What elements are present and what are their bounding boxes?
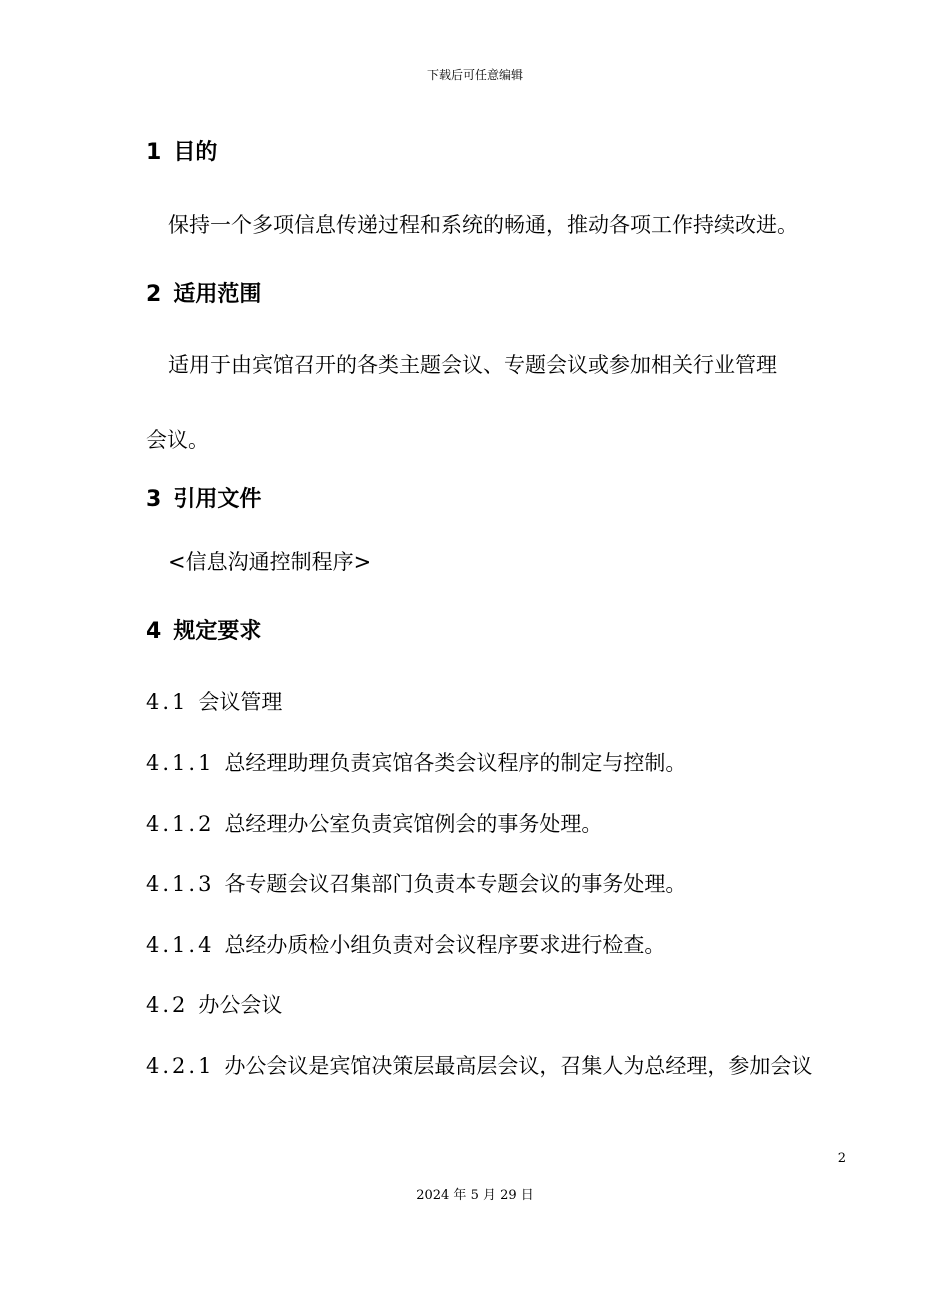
item-number: 4.2 (146, 993, 189, 1017)
item-4-1-1 (146, 748, 686, 778)
item-4-1 (146, 687, 282, 717)
section-number: 4 (146, 619, 162, 644)
item-number: 4.1.1 (146, 751, 215, 775)
item-4-1-3 (146, 869, 686, 899)
section-title: 规定要求 (173, 619, 262, 644)
section-3-body: <信息沟通控制程序> (168, 550, 372, 574)
section-1-heading (146, 138, 217, 168)
section-3-heading (146, 485, 261, 515)
page-header-note: 下载后可任意编辑 (426, 68, 523, 82)
item-number: 4.1.4 (146, 933, 215, 957)
item-4-1-2 (146, 809, 602, 839)
section-4-heading (146, 617, 261, 647)
item-text: 总经理助理负责宾馆各类会议程序的制定与控制。 (224, 751, 687, 775)
section-title: 适用范围 (173, 282, 262, 307)
section-title: 目的 (173, 140, 218, 165)
item-text: 会议管理 (198, 690, 283, 714)
section-title: 引用文件 (173, 487, 262, 512)
section-2-body-line-1: 适用于由宾馆召开的各类主题会议、专题会议或参加相关行业管理 (168, 353, 777, 377)
page-number: 2 (837, 1151, 846, 1166)
item-number: 4.1.3 (146, 872, 215, 896)
section-number: 2 (146, 282, 162, 307)
item-number: 4.1.2 (146, 812, 215, 836)
item-number: 4.2.1 (146, 1054, 215, 1078)
section-number: 3 (146, 487, 162, 512)
item-text: 办公会议 (198, 993, 283, 1017)
item-text: 各专题会议召集部门负责本专题会议的事务处理。 (224, 872, 687, 896)
section-2-heading (146, 280, 261, 310)
item-4-2-1 (146, 1051, 812, 1081)
footer-date: 2024 年 5 月 29 日 (416, 1188, 534, 1203)
section-number: 1 (146, 140, 162, 165)
item-number: 4.1 (146, 690, 189, 714)
item-4-1-4 (146, 930, 665, 960)
item-text: 总经理办公室负责宾馆例会的事务处理。 (224, 812, 603, 836)
section-2-body-line-2: 会议。 (146, 428, 209, 452)
item-4-2 (146, 990, 282, 1020)
item-text: 总经办质检小组负责对会议程序要求进行检查。 (224, 933, 666, 957)
item-text: 办公会议是宾馆决策层最高层会议，召集人为总经理，参加会议 (224, 1054, 813, 1078)
section-1-body: 保持一个多项信息传递过程和系统的畅通，推动各项工作持续改进。 (168, 213, 798, 237)
